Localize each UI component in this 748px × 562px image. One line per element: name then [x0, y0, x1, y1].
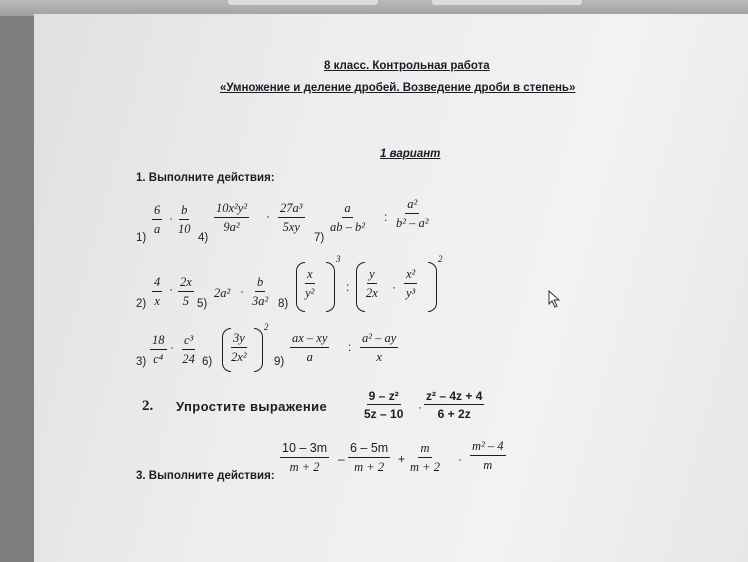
fraction: c³ 24 — [182, 333, 195, 366]
fraction: 27a³ 5xy — [280, 201, 303, 234]
label-2: 2) — [136, 298, 147, 310]
op-dot: · — [392, 280, 396, 294]
task3-heading: 3. Выполните действия: — [136, 470, 275, 482]
task2-text: Упростите выражение — [176, 399, 328, 414]
variant-label: 1 вариант — [380, 148, 441, 160]
op-dot: · — [418, 400, 422, 414]
task2-number: 2. — [142, 398, 154, 414]
frame-highlight — [228, 0, 378, 5]
fraction: 2x 5 — [180, 275, 192, 308]
fraction: x y² — [305, 267, 315, 300]
paren — [428, 262, 437, 312]
label-6: 6) — [202, 356, 213, 368]
label-4: 4) — [198, 232, 209, 244]
label-1: 1) — [136, 232, 147, 244]
exponent: 2 — [438, 254, 443, 264]
paren — [326, 262, 335, 312]
paren — [222, 328, 231, 372]
fraction: m m + 2 — [410, 441, 440, 474]
op-colon: : — [348, 340, 352, 354]
fraction: a ab – b² — [330, 201, 365, 234]
mouse-cursor-icon — [548, 290, 562, 308]
op-colon: : — [384, 210, 388, 224]
page-subtitle: «Умножение и деление дробей. Возведение дроби в степень» — [220, 82, 576, 94]
exponent: 2 — [264, 322, 269, 332]
label-7: 7) — [314, 232, 325, 244]
label-8: 8) — [278, 298, 289, 310]
fraction: b 3a² — [252, 275, 269, 308]
fraction: x² y³ — [406, 267, 416, 300]
label-5: 5) — [197, 298, 208, 310]
op-plus: + — [398, 452, 406, 466]
op-dot: · — [266, 209, 270, 223]
paren — [356, 262, 365, 312]
exponent: 3 — [336, 254, 341, 264]
op-dot: · — [240, 284, 244, 298]
paren — [254, 328, 263, 372]
fraction: z² – 4z + 4 6 + 2z — [426, 389, 483, 421]
worksheet-paper — [34, 14, 748, 562]
op-dot: · — [169, 211, 173, 225]
op-dot: · — [169, 282, 173, 296]
fraction: m² – 4 m — [472, 439, 504, 472]
fraction: 3y 2x² — [231, 331, 247, 364]
frame-highlight — [432, 0, 582, 5]
fraction: 4 x — [154, 275, 161, 308]
fraction: 10 – 3m m + 2 — [282, 441, 328, 474]
fraction: 10x²y² 9a² — [216, 201, 248, 234]
label-3: 3) — [136, 356, 147, 368]
fraction: b 10 — [178, 203, 191, 236]
op-dot: · — [170, 340, 174, 354]
op-minus: – — [338, 452, 345, 466]
op-colon: : — [346, 280, 350, 294]
task1-heading: 1. Выполните действия: — [136, 172, 275, 184]
fraction: 18 c⁴ — [152, 333, 165, 366]
fraction: 9 – z² 5z – 10 — [364, 389, 404, 421]
op-dot: · — [458, 452, 462, 466]
fraction: 6 a — [154, 203, 161, 236]
fraction: a² – ay x — [362, 331, 397, 364]
paren — [296, 262, 305, 312]
fraction: 6 – 5m m + 2 — [350, 441, 389, 474]
fraction: a² b² – a² — [396, 197, 429, 230]
term: 2a² — [214, 286, 231, 300]
fraction: y 2x — [366, 267, 378, 300]
page-title: 8 класс. Контрольная работа — [324, 60, 490, 72]
fraction: ax – xy a — [292, 331, 328, 364]
label-9: 9) — [274, 356, 285, 368]
